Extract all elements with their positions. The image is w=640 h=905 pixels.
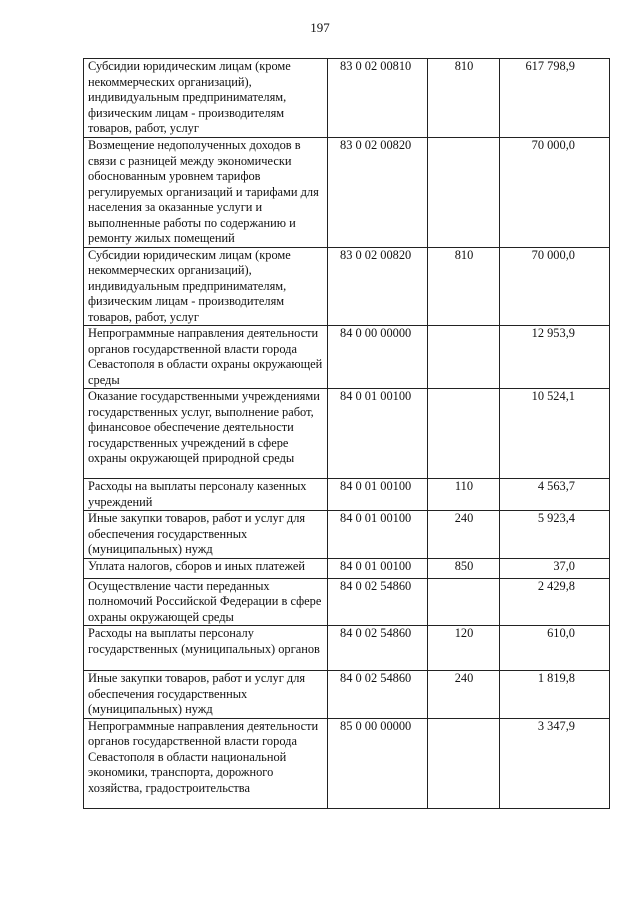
row-type: 810 — [428, 59, 500, 138]
row-amount: 617 798,9 — [500, 59, 610, 138]
row-name: Оказание государственными учреждениями государственных услуг, выполнение работ, финансовое обеспечение деятельности государственных учреждений в сфере охраны окружающей природной среды — [84, 389, 328, 479]
row-code: 84 0 01 00100 — [328, 558, 428, 578]
table-row — [84, 718, 610, 808]
row-amount: 3 347,9 — [500, 718, 610, 808]
row-name: Непрограммные направления деятельности органов государственной власти города Севастополя в области охраны окружающей среды — [84, 326, 328, 389]
row-name: Субсидии юридическим лицам (кроме некоммерческих организаций), индивидуальным предпринимателям, физическим лицам - производителям товаров, работ, услуг — [84, 247, 328, 326]
row-name: Непрограммные направления деятельности органов государственной власти города Севастополя в области национальной экономики, транспорта, дорожного хозяйства, градостроительства — [84, 718, 328, 808]
row-code: 83 0 02 00820 — [328, 138, 428, 248]
row-code: 84 0 02 54860 — [328, 626, 428, 671]
budget-table-body — [84, 59, 610, 809]
table-row — [84, 479, 610, 511]
row-name: Субсидии юридическим лицам (кроме некоммерческих организаций), индивидуальным предпринимателям, физическим лицам - производителям товаров, работ, услуг — [84, 59, 328, 138]
table-row — [84, 578, 610, 626]
row-code: 84 0 01 00100 — [328, 389, 428, 479]
row-amount: 70 000,0 — [500, 247, 610, 326]
row-amount: 1 819,8 — [500, 671, 610, 719]
row-amount: 4 563,7 — [500, 479, 610, 511]
row-type: 240 — [428, 511, 500, 559]
table-row — [84, 511, 610, 559]
row-type: 850 — [428, 558, 500, 578]
row-code: 83 0 02 00820 — [328, 247, 428, 326]
row-name: Иные закупки товаров, работ и услуг для обеспечения государственных (муниципальных) нужд — [84, 511, 328, 559]
row-code: 84 0 01 00100 — [328, 479, 428, 511]
row-code: 85 0 00 00000 — [328, 718, 428, 808]
page-number: 197 — [310, 20, 330, 35]
row-amount: 2 429,8 — [500, 578, 610, 626]
row-amount: 10 524,1 — [500, 389, 610, 479]
row-type — [428, 718, 500, 808]
row-name: Возмещение недополученных доходов в связи с разницей между экономически обоснованным уровнем тарифов регулируемых организаций и тарифами для населения за оказанные услуги и выполненные работы по содержанию и ремонту жилых помещений — [84, 138, 328, 248]
row-amount: 5 923,4 — [500, 511, 610, 559]
row-type — [428, 138, 500, 248]
budget-table — [83, 58, 610, 809]
row-amount: 70 000,0 — [500, 138, 610, 248]
row-type — [428, 389, 500, 479]
row-code: 84 0 00 00000 — [328, 326, 428, 389]
row-type: 110 — [428, 479, 500, 511]
row-code: 83 0 02 00810 — [328, 59, 428, 138]
row-name: Уплата налогов, сборов и иных платежей — [84, 558, 328, 578]
table-row — [84, 671, 610, 719]
table-row — [84, 59, 610, 138]
table-row — [84, 326, 610, 389]
table-row — [84, 626, 610, 671]
row-type — [428, 326, 500, 389]
row-code: 84 0 02 54860 — [328, 578, 428, 626]
row-amount: 37,0 — [500, 558, 610, 578]
row-code: 84 0 01 00100 — [328, 511, 428, 559]
table-row — [84, 558, 610, 578]
row-type: 810 — [428, 247, 500, 326]
row-type: 120 — [428, 626, 500, 671]
table-row — [84, 389, 610, 479]
row-amount: 12 953,9 — [500, 326, 610, 389]
row-name: Иные закупки товаров, работ и услуг для обеспечения государственных (муниципальных) нужд — [84, 671, 328, 719]
row-type — [428, 578, 500, 626]
row-name: Расходы на выплаты персоналу государственных (муниципальных) органов — [84, 626, 328, 671]
row-type: 240 — [428, 671, 500, 719]
table-row — [84, 138, 610, 248]
row-amount: 610,0 — [500, 626, 610, 671]
row-code: 84 0 02 54860 — [328, 671, 428, 719]
row-name: Расходы на выплаты персоналу казенных учреждений — [84, 479, 328, 511]
row-name: Осуществление части переданных полномочий Российской Федерации в сфере охраны окружающей среды — [84, 578, 328, 626]
table-row — [84, 247, 610, 326]
